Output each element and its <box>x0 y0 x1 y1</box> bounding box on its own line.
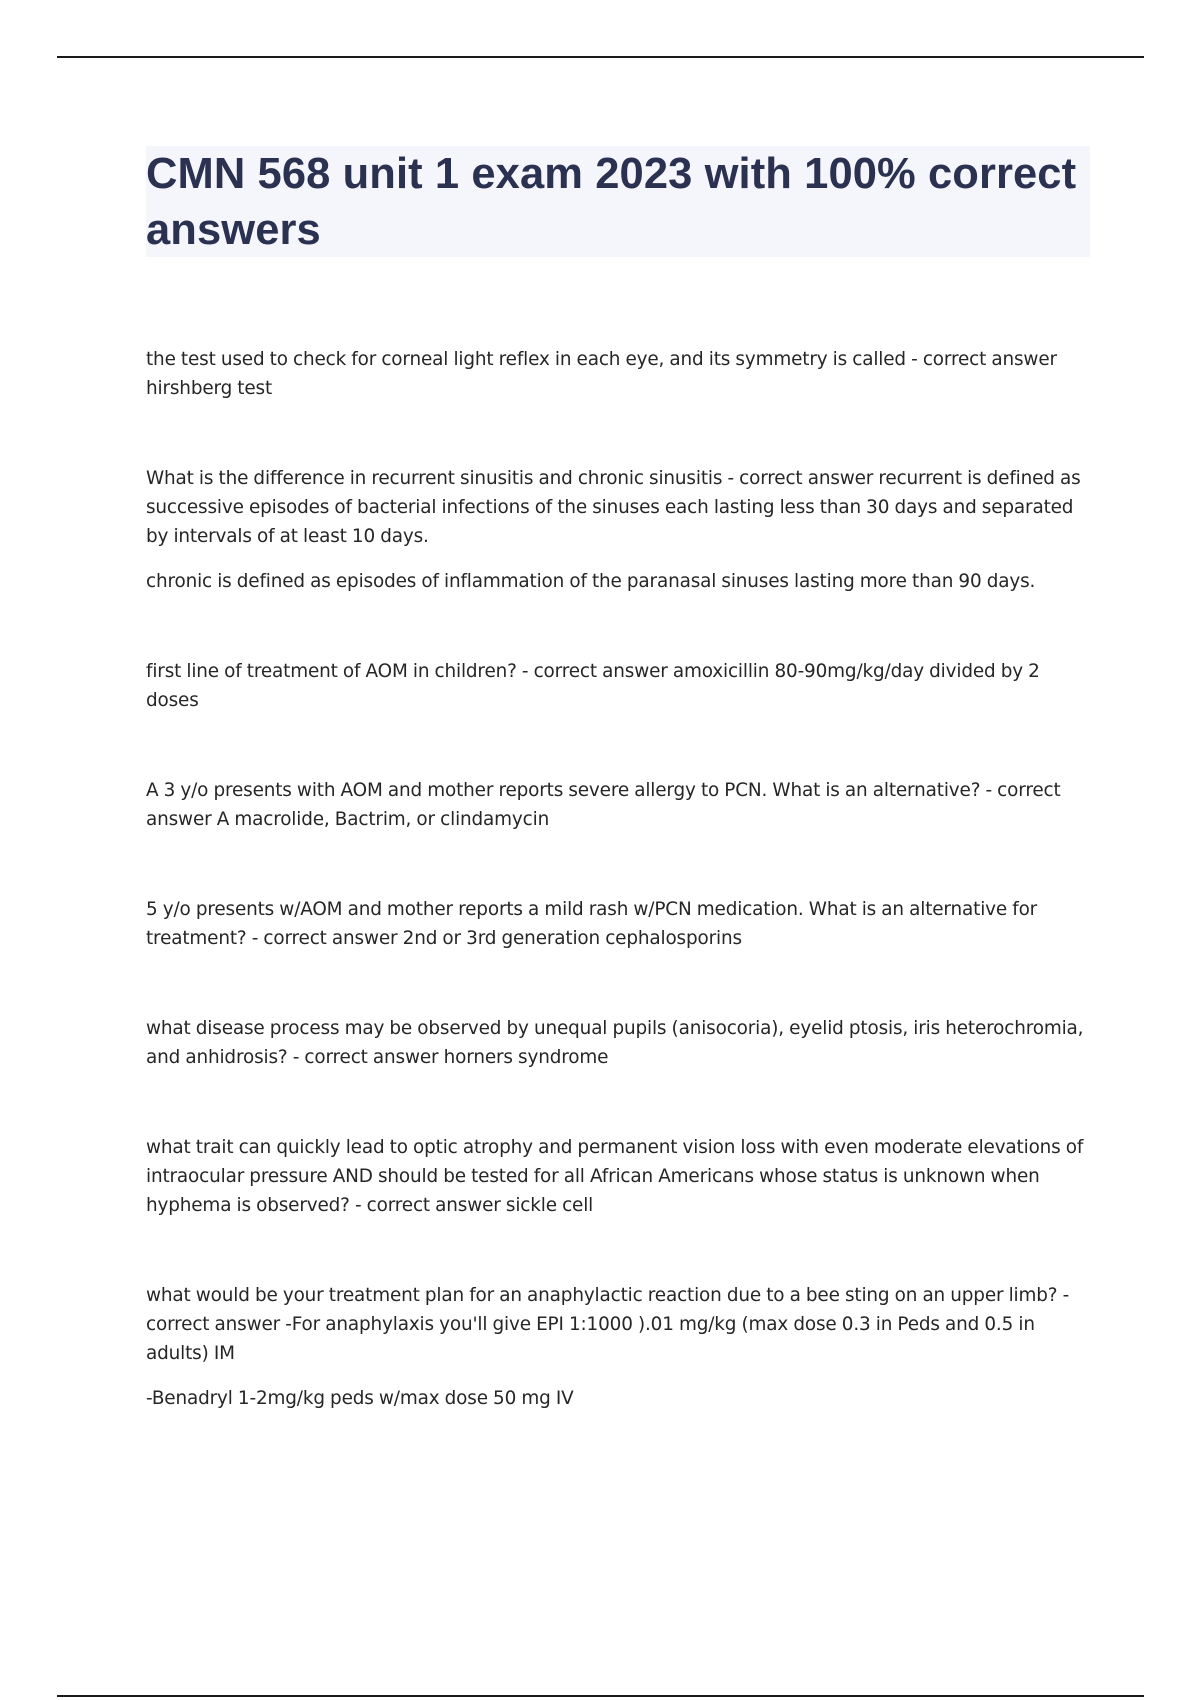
qa-item: first line of treatment of AOM in children? - correct answer amoxicillin 80-90mg/kg/day divided by 2 doses <box>146 661 1040 711</box>
qa-list <box>146 345 1090 1413</box>
page-title: CMN 568 unit 1 exam 2023 with 100% correct answers <box>146 150 1077 254</box>
qa-item: chronic is defined as episodes of inflammation of the paranasal sinuses lasting more than 90 days. <box>146 571 1036 592</box>
qa-item: 5 y/o presents w/AOM and mother reports a mild rash w/PCN medication. What is an alternative for treatment? - correct answer 2nd or 3rd generation cephalosporins <box>146 899 1038 949</box>
qa-item: -Benadryl 1-2mg/kg peds w/max dose 50 mg IV <box>146 1388 574 1409</box>
bottom-divider <box>57 1695 1144 1697</box>
qa-item: A 3 y/o presents with AOM and mother reports severe allergy to PCN. What is an alternative? - correct answer A macrolide, Bactrim, or clindamycin <box>146 780 1061 830</box>
qa-item: the test used to check for corneal light reflex in each eye, and its symmetry is called - correct answer hirshberg test <box>146 349 1057 399</box>
qa-item: what disease process may be observed by unequal pupils (anisocoria), eyelid ptosis, iris heterochromia, and anhidrosis? - correct answer horners syndrome <box>146 1018 1084 1068</box>
qa-item: what trait can quickly lead to optic atrophy and permanent vision loss with even moderate elevations of intraocular pressure AND should be tested for all African Americans whose status is unknown when hyphema is observed? - correct answer sickle cell <box>146 1137 1084 1216</box>
qa-item: what would be your treatment plan for an anaphylactic reaction due to a bee sting on an upper limb? - correct answer -For anaphylaxis you'll give EPI 1:1000 ).01 mg/kg (max dose 0.3 in Peds and 0.5 in adults) IM <box>146 1285 1070 1364</box>
top-divider <box>57 56 1144 58</box>
title-banner <box>146 146 1090 257</box>
qa-item: What is the difference in recurrent sinusitis and chronic sinusitis - correct answer recurrent is defined as successive episodes of bacterial infections of the sinuses each lasting less than 30 days and separated by intervals of at least 10 days. <box>146 468 1081 547</box>
